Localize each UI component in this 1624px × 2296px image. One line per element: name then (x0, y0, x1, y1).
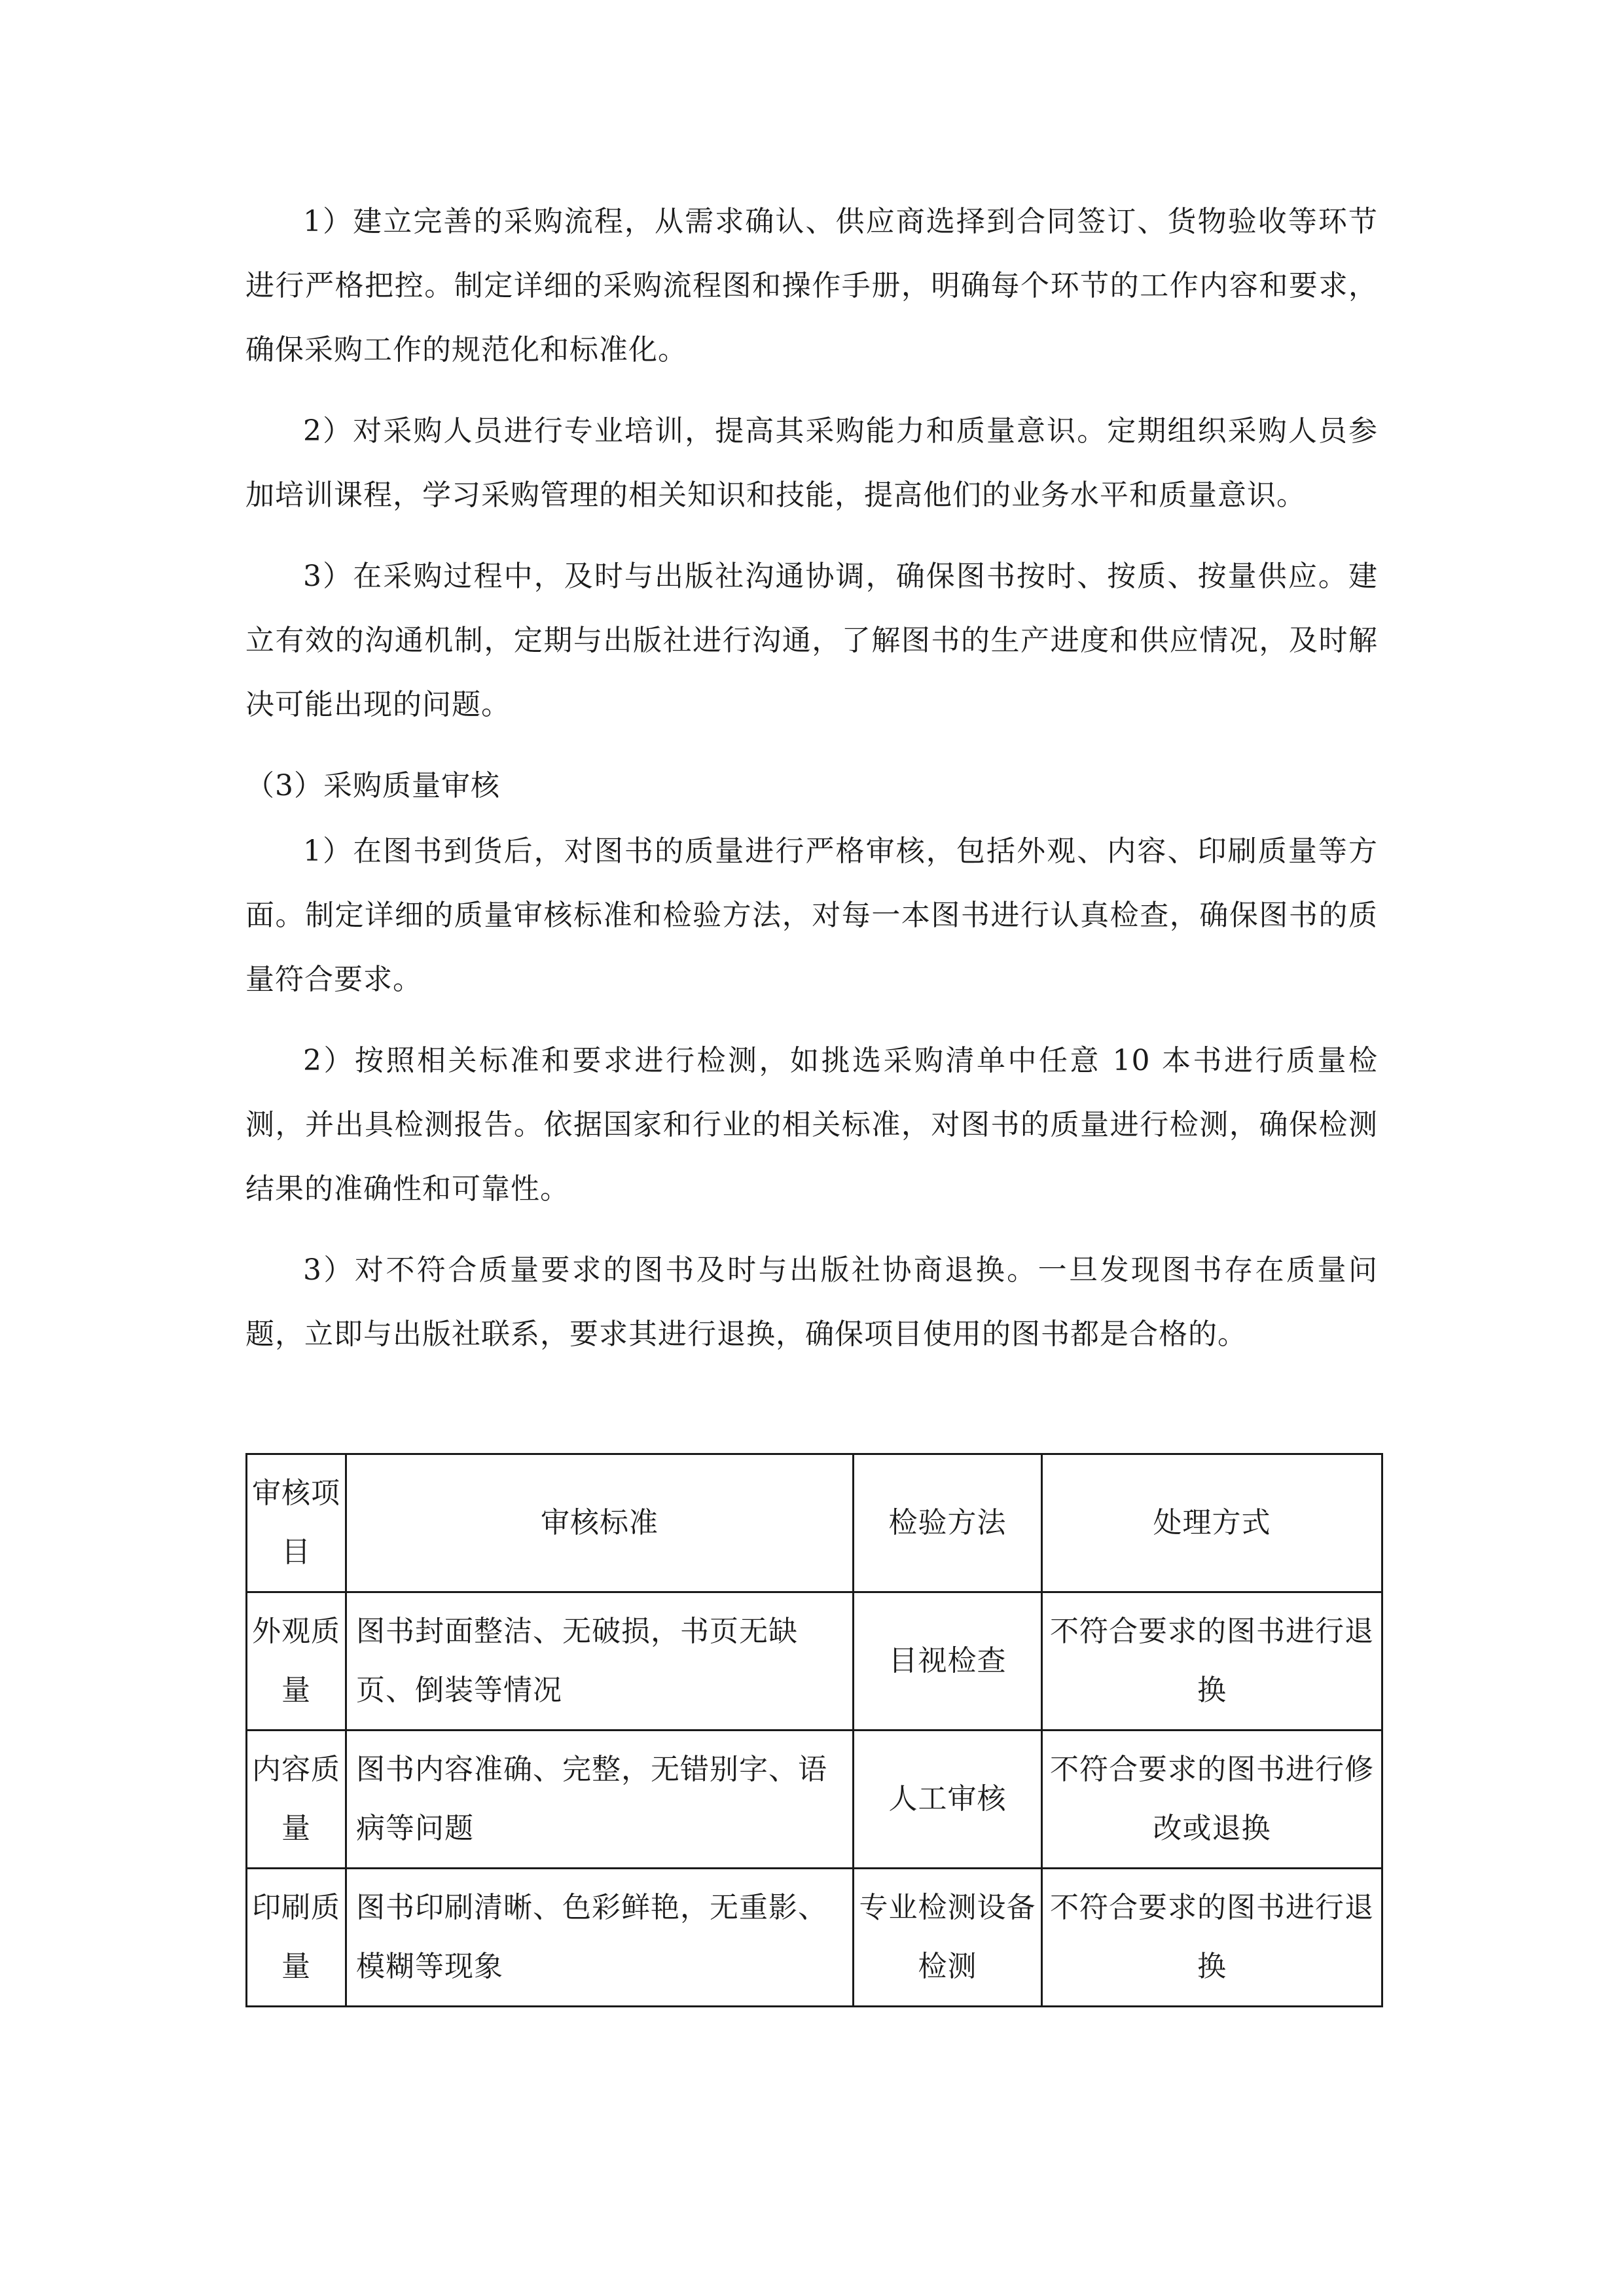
table-row (247, 1592, 1382, 1731)
cell-review-standard: 图书封面整洁、无破损，书页无缺页、倒装等情况 (346, 1592, 854, 1731)
paragraph-training: 2）对采购人员进行专业培训，提高其采购能力和质量意识。定期组织采购人员参加培训课程，学习采购管理的相关知识和技能，提高他们的业务水平和质量意识。 (245, 414, 1378, 512)
header-review-standard: 审核标准 (346, 1454, 854, 1592)
cell-review-item: 内容质量 (247, 1731, 346, 1869)
cell-handling: 不符合要求的图书进行退换 (1042, 1869, 1382, 2007)
cell-inspection-method: 人工审核 (854, 1731, 1042, 1869)
header-review-item: 审核项目 (247, 1454, 346, 1592)
section-heading: （3）采购质量审核 (245, 769, 500, 802)
cell-review-item: 印刷质量 (247, 1869, 346, 2007)
quality-review-table (245, 1453, 1383, 2007)
cell-handling: 不符合要求的图书进行退换 (1042, 1592, 1382, 1731)
table-row (247, 1731, 1382, 1869)
cell-handling: 不符合要求的图书进行修改或退换 (1042, 1731, 1382, 1869)
cell-review-item: 外观质量 (247, 1592, 346, 1731)
cell-inspection-method: 目视检查 (854, 1592, 1042, 1731)
cell-inspection-method: 专业检测设备检测 (854, 1869, 1042, 2007)
cell-review-standard: 图书内容准确、完整，无错别字、语病等问题 (346, 1731, 854, 1869)
table-header-row (247, 1454, 1382, 1592)
document-body (245, 190, 1378, 1384)
cell-review-standard: 图书印刷清晰、色彩鲜艳，无重影、模糊等现象 (346, 1869, 854, 2007)
header-handling: 处理方式 (1042, 1454, 1382, 1592)
paragraph-process: 1）建立完善的采购流程，从需求确认、供应商选择到合同签订、货物验收等环节进行严格把控。制定详细的采购流程图和操作手册，明确每个环节的工作内容和要求，确保采购工作的规范化和标准化。 (245, 205, 1378, 367)
table-row (247, 1869, 1382, 2007)
paragraph-communication: 3）在采购过程中，及时与出版社沟通协调，确保图书按时、按质、按量供应。建立有效的沟通机制，定期与出版社进行沟通，了解图书的生产进度和供应情况，及时解决可能出现的问题。 (245, 560, 1378, 721)
header-inspection-method: 检验方法 (854, 1454, 1042, 1592)
paragraph-testing: 2）按照相关标准和要求进行检测，如挑选采购清单中任意 10 本书进行质量检测，并出具检测报告。依据国家和行业的相关标准，对图书的质量进行检测，确保检测结果的准确性和可靠性。 (245, 1044, 1378, 1206)
paragraph-return: 3）对不符合质量要求的图书及时与出版社协商退换。一旦发现图书存在质量问题，立即与出版社联系，要求其进行退换，确保项目使用的图书都是合格的。 (245, 1253, 1378, 1351)
paragraph-review: 1）在图书到货后，对图书的质量进行严格审核，包括外观、内容、印刷质量等方面。制定详细的质量审核标准和检验方法，对每一本图书进行认真检查，确保图书的质量符合要求。 (245, 834, 1378, 996)
